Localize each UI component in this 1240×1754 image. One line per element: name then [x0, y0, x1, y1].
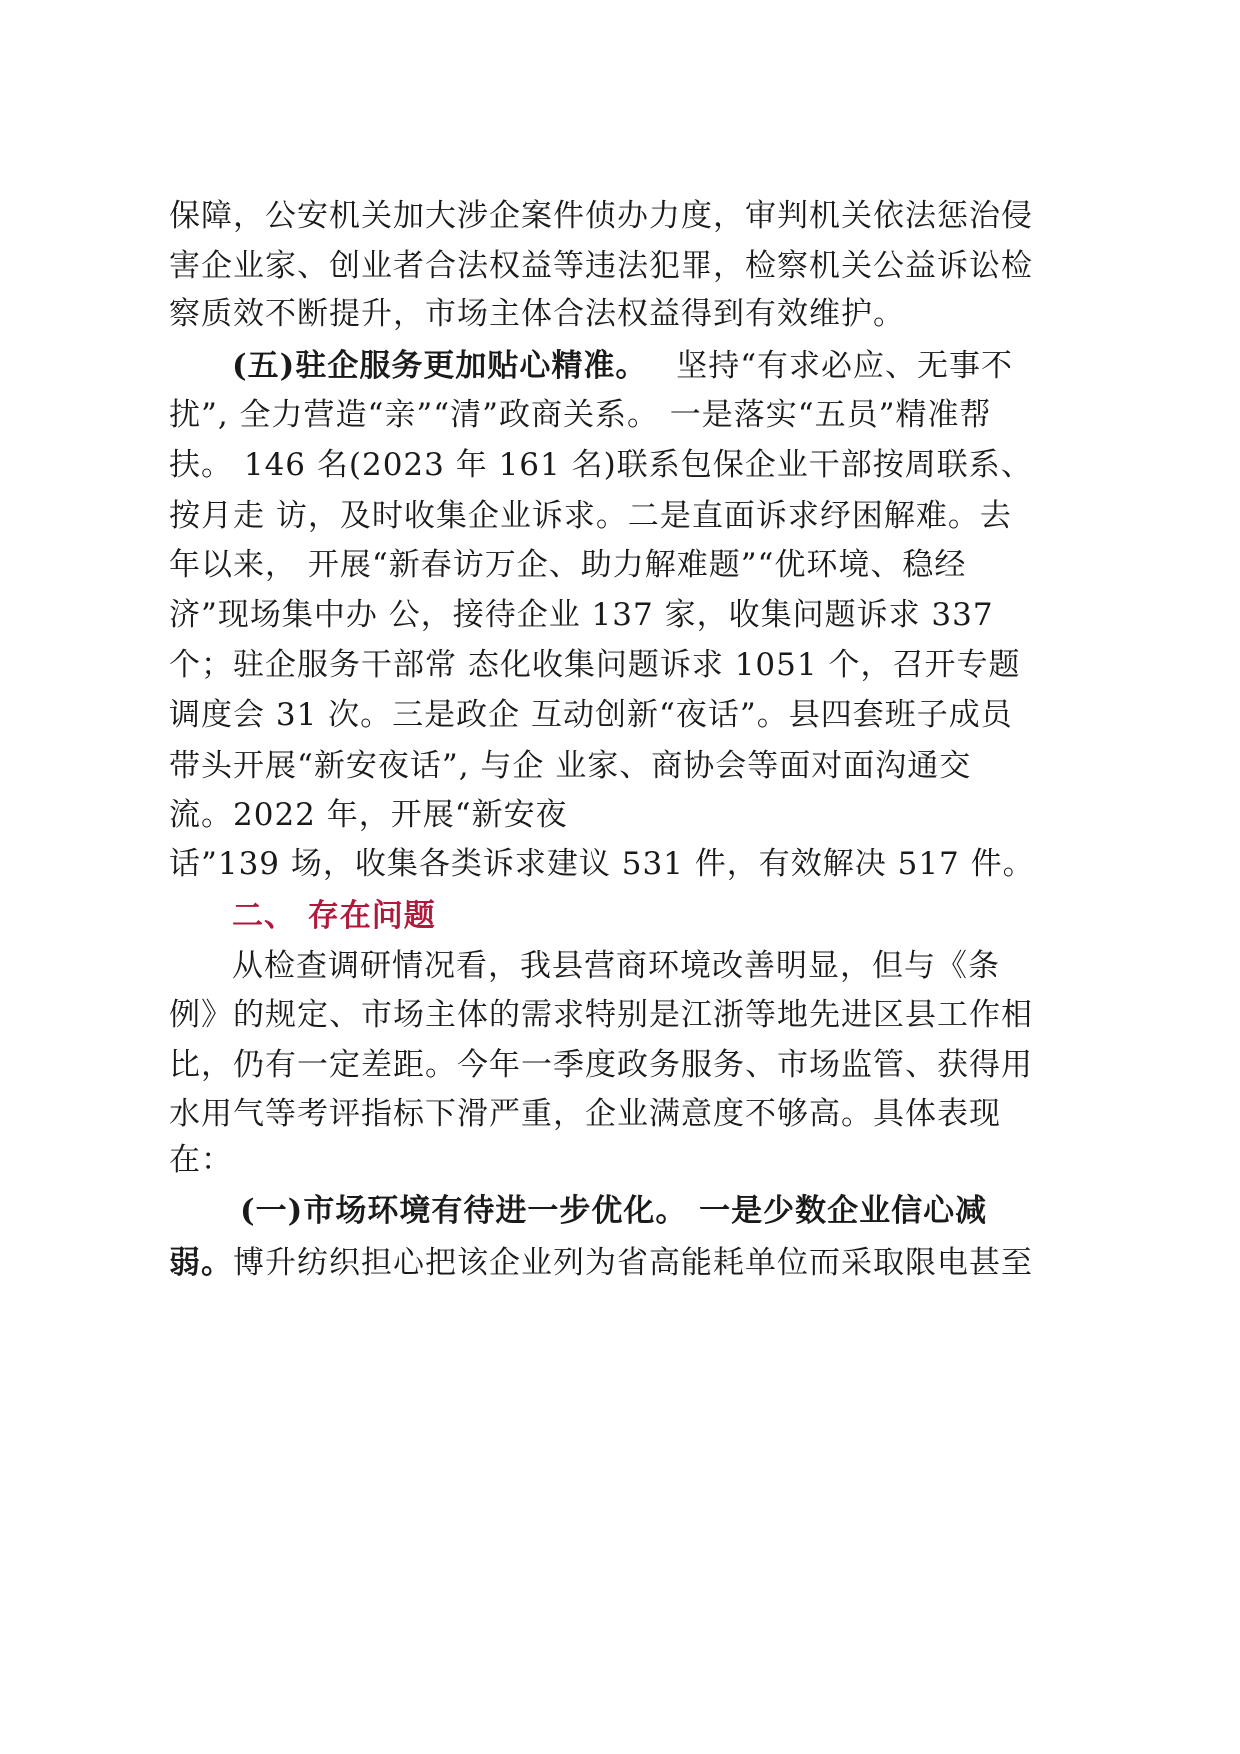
text-inline: 坚持“有求必应、无事不: [676, 348, 1014, 384]
text-line: 例》的规定、市场主体的需求特别是江浙等地先进区县工作相: [169, 997, 1033, 1033]
text-line: 扰”, 全力营造“亲”“清”政商关系。 一是落实“五员”精准帮: [169, 397, 992, 433]
text-line: 个；驻企服务干部常 态化收集问题诉求 1051 个，召开专题: [169, 647, 1021, 683]
text-line: 在：: [169, 1142, 233, 1178]
text-line: 害企业家、创业者合法权益等违法犯罪，检察机关公益诉讼检: [169, 248, 1033, 284]
text-line: 调度会 31 次。三是政企 互动创新“夜话”。县四套班子成员: [169, 697, 1013, 733]
text-line: 扶。 146 名(2023 年 161 名)联系包保企业干部按周联系、: [169, 447, 1033, 483]
subsection-heading: (一)市场环境有待进一步优化。 一是少数企业信心减: [240, 1193, 988, 1229]
bold-lead: 弱。: [169, 1245, 233, 1281]
text-inline: 博升纺织担心把该企业列为省高能耗单位而采取限电甚至: [233, 1245, 1033, 1281]
text-line: 水用气等考评指标下滑严重，企业满意度不够高。具体表现: [169, 1096, 1001, 1132]
text-line: 带头开展“新安夜话”, 与企 业家、商协会等面对面沟通交: [169, 748, 972, 784]
text-line: 年以来， 开展“新春访万企、助力解难题”“优环境、稳经: [169, 547, 967, 583]
text-line: 按月走 访，及时收集企业诉求。二是直面诉求纾困解难。去: [169, 498, 1012, 534]
text-line: 保障，公安机关加大涉企案件侦办力度，审判机关依法惩治侵: [169, 198, 1033, 234]
text-line: 察质效不断提升，市场主体合法权益得到有效维护。: [169, 296, 905, 332]
section-heading: 二、 存在问题: [232, 898, 436, 934]
subsection-heading-line: [232, 346, 1152, 386]
text-line: 从检查调研情况看，我县营商环境改善明显，但与《条: [232, 948, 1000, 984]
text-line: 比，仍有一定差距。今年一季度政务服务、市场监管、获得用: [169, 1047, 1033, 1083]
text-line: 话”139 场，收集各类诉求建议 531 件，有效解决 517 件。: [169, 846, 1035, 882]
subsection-heading: (五)驻企服务更加贴心精准。: [232, 348, 648, 384]
text-line: 济”现场集中办 公，接待企业 137 家，收集问题诉求 337: [169, 597, 994, 633]
text-line: 流。2022 年，开展“新安夜: [169, 797, 568, 833]
text-line: [169, 1243, 1089, 1283]
